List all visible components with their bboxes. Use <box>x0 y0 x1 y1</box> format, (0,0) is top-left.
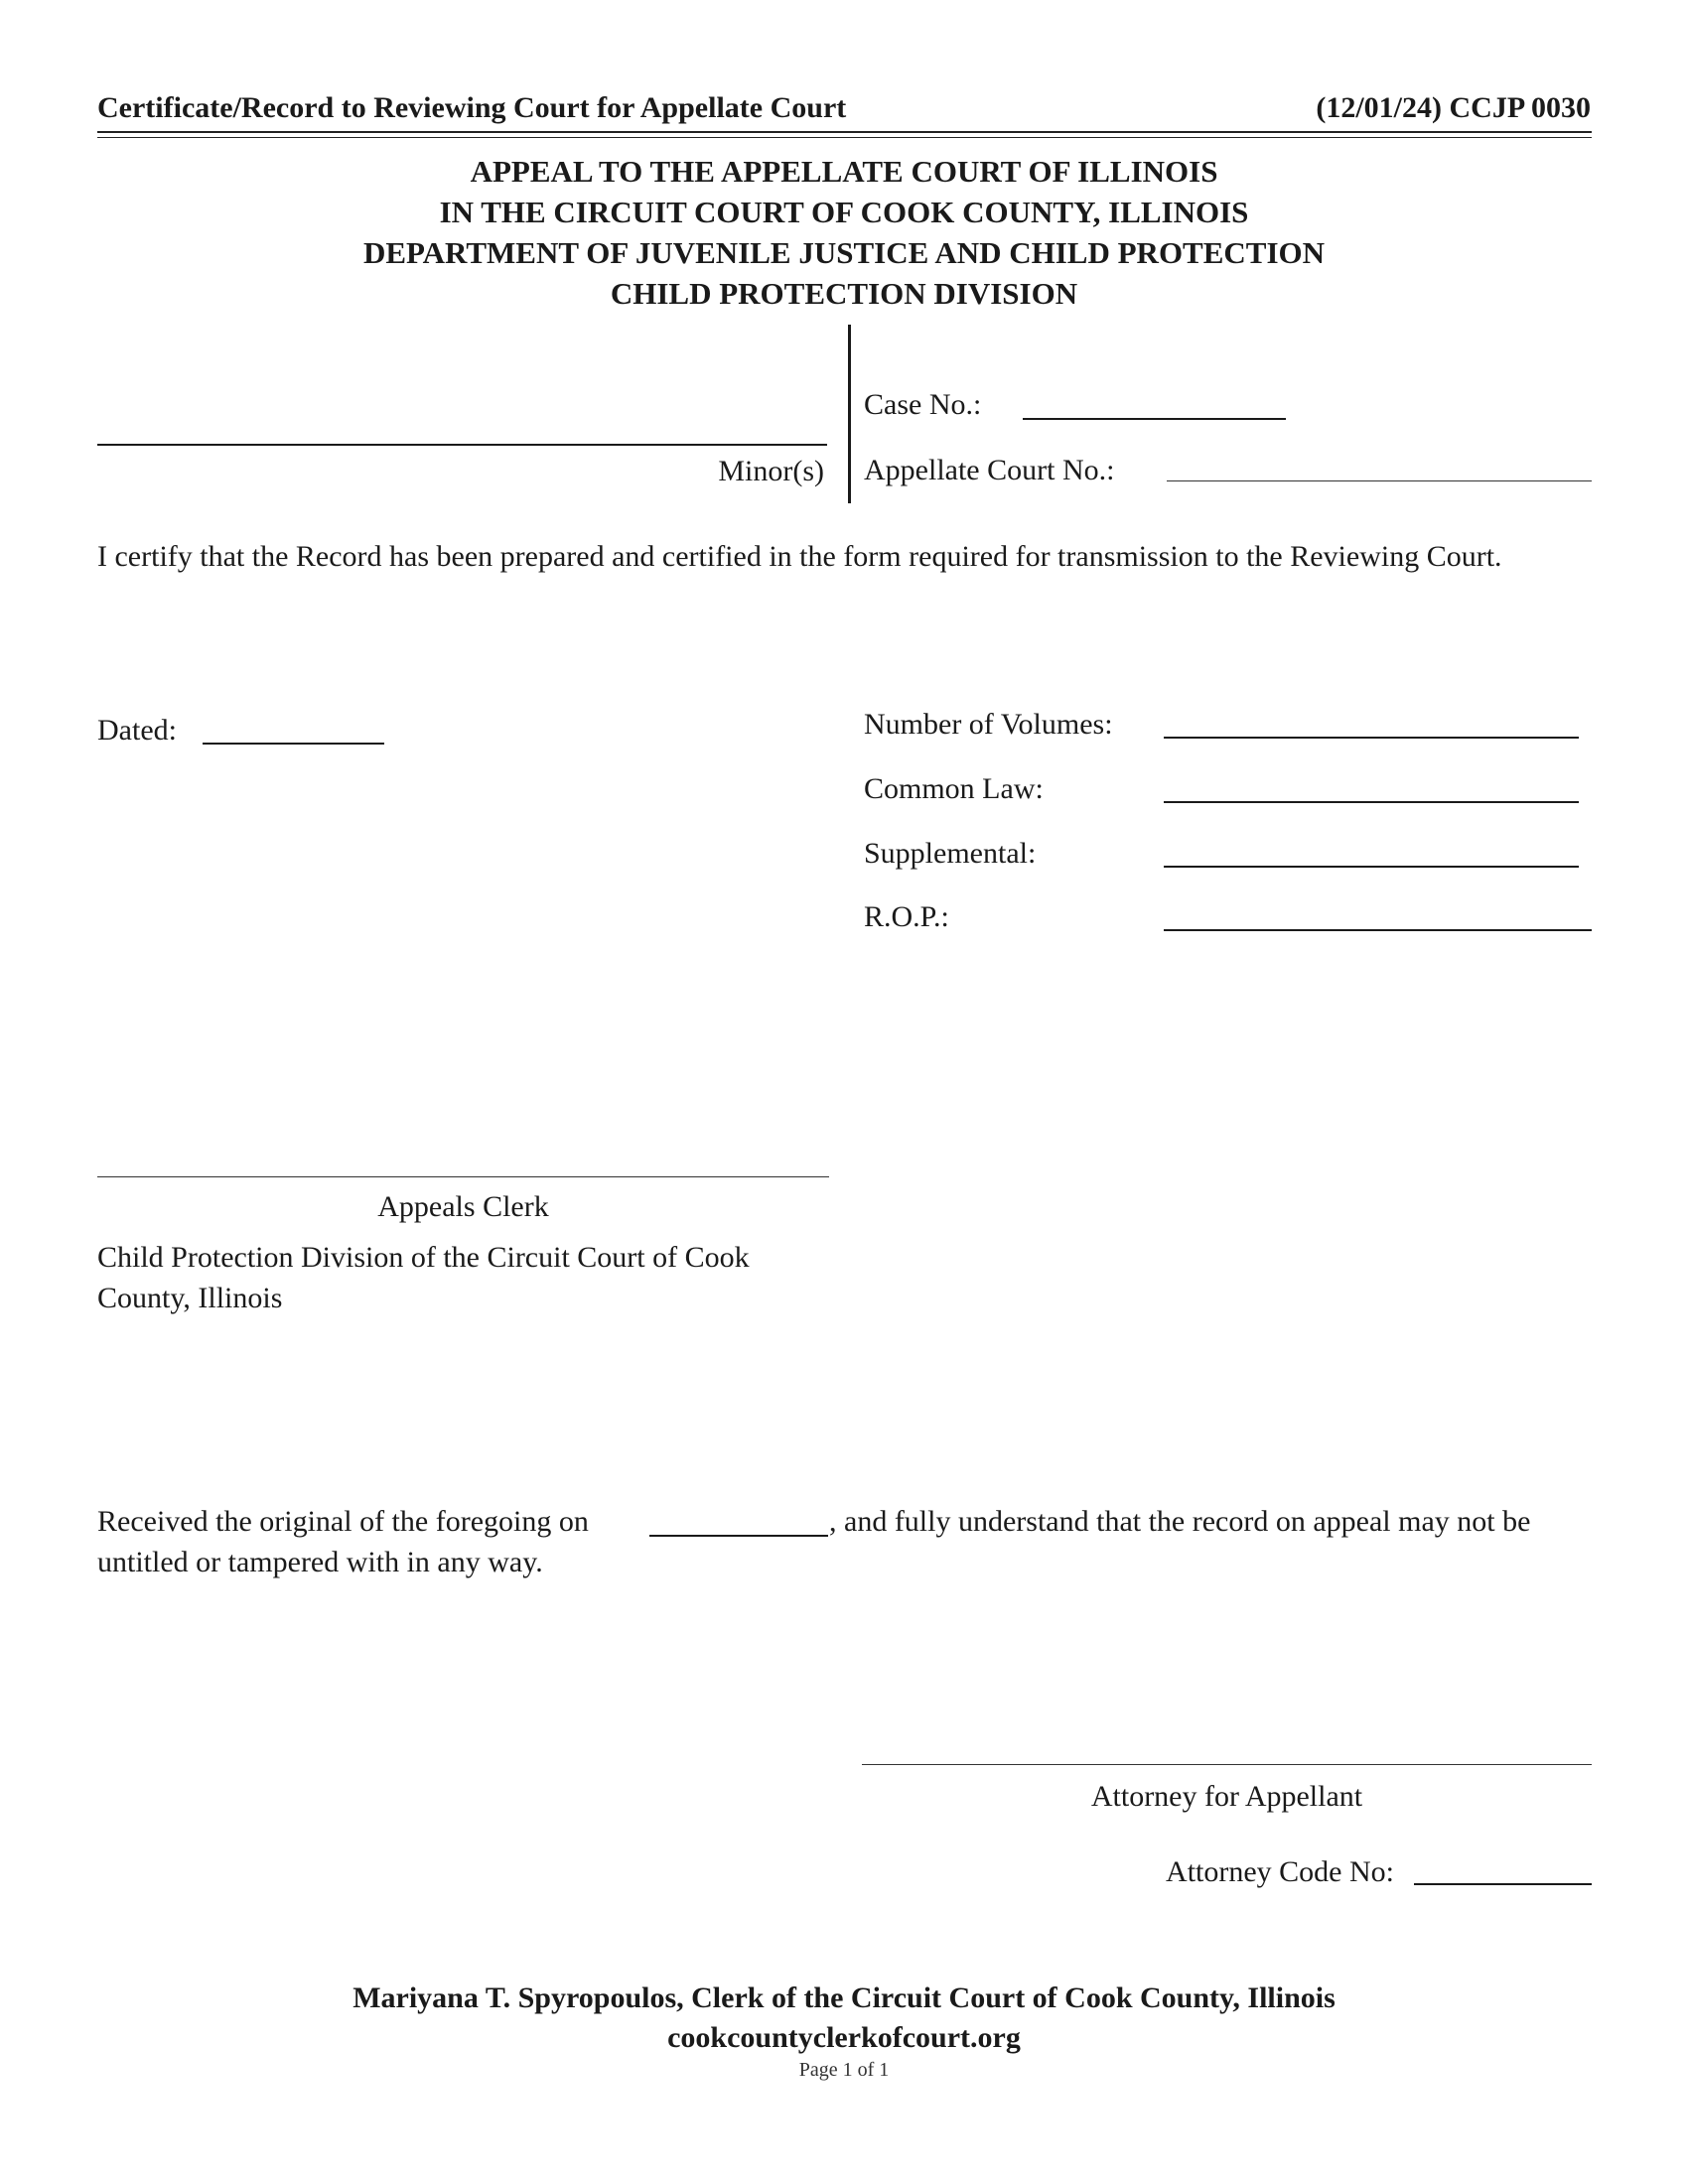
certification-text: I certify that the Record has been prepared and certified in the form required for transmission to the Reviewing Court. <box>97 540 1502 573</box>
appellate-no-label: Appellate Court No.: <box>864 454 1115 486</box>
rop-field[interactable] <box>1164 929 1592 931</box>
rop-label: R.O.P.: <box>864 900 949 933</box>
receipt-text-after: , and fully understand that the record on appeal may not be <box>829 1505 1531 1538</box>
number-of-volumes-field[interactable] <box>1164 737 1579 739</box>
clerk-website: cookcountyclerkofcourt.org <box>667 2021 1021 2054</box>
clerk-name: Mariyana T. Spyropoulos, Clerk of the Circuit Court of Cook County, Illinois <box>352 1981 1336 2014</box>
clerk-signature-line[interactable] <box>97 1176 829 1177</box>
minor-label: Minor(s) <box>718 455 824 487</box>
common-law-label: Common Law: <box>864 772 1044 805</box>
attorney-signature-line[interactable] <box>862 1764 1592 1765</box>
receipt-date-field[interactable] <box>649 1535 828 1537</box>
court-title-line3: DEPARTMENT OF JUVENILE JUSTICE AND CHILD PROTECTION <box>362 235 1326 270</box>
page-number: Page 1 of 1 <box>798 2059 890 2081</box>
supplemental-label: Supplemental: <box>864 837 1037 870</box>
clerk-division: Child Protection Division of the Circuit Court of Cook County, Illinois <box>97 1241 750 1314</box>
minor-name-field[interactable] <box>97 444 827 446</box>
common-law-field[interactable] <box>1164 801 1579 803</box>
appellate-no-field[interactable] <box>1167 480 1592 481</box>
receipt-text-before: Received the original of the foregoing on <box>97 1505 589 1538</box>
number-of-volumes-label: Number of Volumes: <box>864 708 1113 741</box>
case-no-label: Case No.: <box>864 388 982 421</box>
form-title: Certificate/Record to Reviewing Court for Appellate Court <box>97 91 847 124</box>
attorney-code-label: Attorney Code No: <box>1166 1855 1394 1888</box>
header-rule-thin <box>97 137 1592 138</box>
dated-label: Dated: <box>97 714 177 747</box>
court-title-line2: IN THE CIRCUIT COURT OF COOK COUNTY, ILLINOIS <box>439 195 1249 229</box>
attorney-for-appellant: Attorney for Appellant <box>1090 1780 1363 1813</box>
appeals-clerk-title: Appeals Clerk <box>377 1190 549 1223</box>
court-title-line4: CHILD PROTECTION DIVISION <box>610 276 1078 311</box>
caption-divider <box>848 325 851 503</box>
court-title-line1: APPEAL TO THE APPELLATE COURT OF ILLINOIS <box>470 154 1218 189</box>
attorney-code-field[interactable] <box>1414 1883 1592 1885</box>
supplemental-field[interactable] <box>1164 866 1579 868</box>
receipt-text-line2: untitled or tampered with in any way. <box>97 1546 543 1578</box>
header-rule <box>97 131 1592 133</box>
case-no-field[interactable] <box>1023 418 1286 420</box>
form-code: (12/01/24) CCJP 0030 <box>1316 91 1591 124</box>
court-title <box>0 151 1688 314</box>
dated-field[interactable] <box>203 743 384 745</box>
